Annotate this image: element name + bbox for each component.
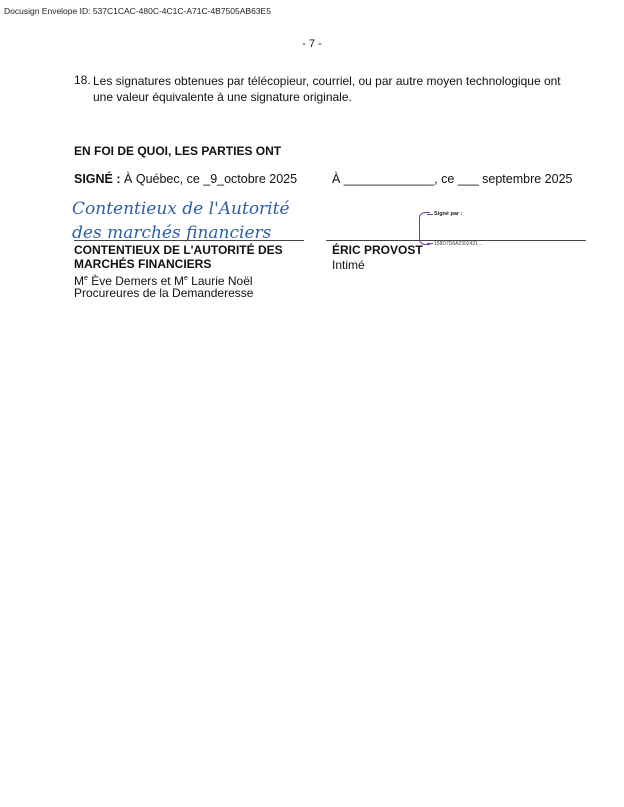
page-number: - 7 - — [302, 38, 322, 50]
docusign-envelope-id: Docusign Envelope ID: 537C1CAC-480C-4C1C-A71C-4B7505AB63E5 — [4, 6, 271, 16]
lawyer1-prefix: M — [74, 274, 84, 288]
lawyer2-name: Laurie Noël — [187, 274, 253, 288]
docusign-tick-bottom — [427, 243, 433, 244]
left-party-organization — [74, 243, 283, 271]
docusign-signed-by-label: Signé par : — [434, 211, 463, 217]
org-line-1: CONTENTIEUX DE L'AUTORITÉ DES — [74, 243, 283, 257]
docusign-tick-top — [427, 214, 433, 215]
signed-label: SIGNÉ : — [74, 172, 121, 186]
lawyer1-name: Ève Demers et — [87, 274, 174, 288]
right-party-role: Intimé — [332, 258, 365, 272]
lawyer2-sup: e — [183, 275, 188, 282]
docusign-bracket-icon — [419, 212, 430, 245]
handwritten-signature-line1: Contentieux de l'Autorité — [72, 199, 290, 219]
handwritten-signature-line2: des marchés financiers — [72, 223, 272, 243]
clause-text: Les signatures obtenues par télécopieur, courriel, ou par autre moyen technologique ont une valeur équivalente à une signature originale. — [93, 74, 561, 104]
right-signed-place-date: À _____________, ce ___ septembre 2025 — [332, 172, 573, 186]
lawyer1-sup: e — [84, 275, 88, 282]
closing-statement: EN FOI DE QUOI, LES PARTIES ONT — [74, 144, 282, 158]
handwritten-signature — [70, 194, 300, 244]
clause-number: 18. — [74, 73, 91, 87]
docusign-signature-id: 158D7D6A2302421... — [434, 241, 483, 247]
left-signature-line — [74, 240, 304, 241]
left-signed-place-date: À Québec, ce _9_octobre 2025 — [124, 172, 298, 186]
left-party-role: Procureures de la Demanderesse — [74, 286, 254, 300]
left-signed-line — [74, 172, 297, 186]
right-party-name: ÉRIC PROVOST — [332, 243, 423, 257]
lawyer2-prefix: M — [173, 274, 184, 288]
org-line-2: MARCHÉS FINANCIERS — [74, 257, 212, 271]
